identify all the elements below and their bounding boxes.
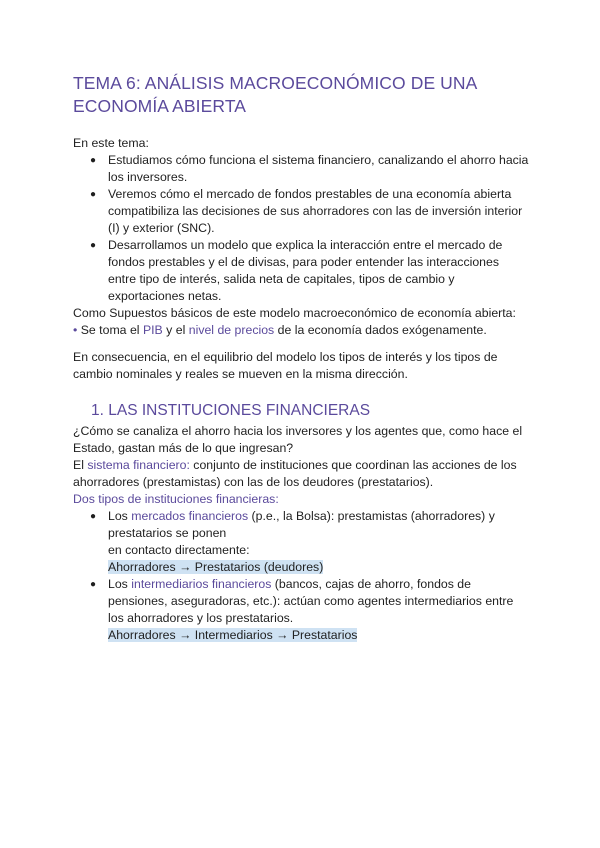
term-sistema-financiero: sistema financiero: — [87, 458, 190, 472]
definition-paragraph: El sistema financiero: conjunto de instituciones que coordinan las acciones de los ahorradores (prestamistas) con las de los deudores (prestatarios). — [73, 458, 517, 489]
assumptions-lead: Como Supuestos básicos de este modelo macroeconómico de economía abierta: — [73, 306, 516, 320]
term-pib: PIB — [142, 323, 163, 337]
list-item: ● Los mercados financieros (p.e., la Bolsa): prestamistas (ahorradores) y prestatarios se ponen en contacto directamente: Ahorradores → Prestatarios (deudores) — [90, 509, 495, 574]
assumption-line: • Se toma el PIB y el nivel de precios de la economía dados exógenamente. — [73, 323, 487, 337]
bullet-icon: ● — [90, 511, 97, 522]
bullet-icon: ● — [90, 240, 97, 251]
question-paragraph: ¿Cómo se canaliza el ahorro hacia los inversores y los agentes que, como hace el Estado, gastan más de lo que ingresan? — [73, 424, 523, 455]
term-price-level: nivel de precios — [188, 323, 275, 337]
intro-bullet-list — [73, 152, 529, 305]
small-bullet-icon: • — [73, 323, 78, 337]
page-title: TEMA 6: ANÁLISIS MACROECONÓMICO DE UNA ECONOMÍA ABIERTA — [73, 73, 477, 116]
list-item: ● Veremos cómo el mercado de fondos prestables de una economía abierta compatibiliza las decisiones de sus ahorradores con las de inversión interior (I) y exterior (SNC). — [90, 187, 523, 235]
bullet-icon: ● — [90, 579, 97, 590]
section-heading: 1. LAS INSTITUCIONES FINANCIERAS — [91, 402, 371, 419]
types-bullet-list — [73, 508, 529, 644]
types-heading: Dos tipos de instituciones financieras: — [73, 492, 279, 506]
flow-highlight: Ahorradores → Intermediarios → Prestatarios — [108, 628, 358, 642]
consequence-paragraph: En consecuencia, en el equilibrio del modelo los tipos de interés y los tipos de cambio nominales y reales se mueven en la misma dirección. — [73, 350, 498, 381]
list-item: ● Desarrollamos un modelo que explica la interacción entre el mercado de fondos prestables y el de divisas, para poder entender las interacciones entre tipo de interés, salida neta de capitales, tipos de cambio y exportaciones netas. — [90, 238, 503, 303]
list-item: ● Estudiamos cómo funciona el sistema financiero, canalizando el ahorro hacia los inversores. — [90, 153, 529, 184]
list-item: ● Los intermediarios financieros (bancos, cajas de ahorro, fondos de pensiones, aseguradoras, etc.): actúan como agentes intermediarios entre los ahorradores y los prestatarios. Ahorradores → Intermediarios → Prestatarios — [90, 577, 514, 642]
bullet-icon: ● — [90, 189, 97, 200]
term-intermediarios-financieros: intermediarios financieros — [131, 577, 272, 591]
bullet-icon: ● — [90, 155, 97, 166]
term-mercados-financieros: mercados financieros — [131, 509, 249, 523]
intro-lead: En este tema: — [73, 136, 149, 150]
flow-highlight: Ahorradores → Prestatarios (deudores) — [108, 560, 324, 574]
document-page — [73, 72, 529, 644]
